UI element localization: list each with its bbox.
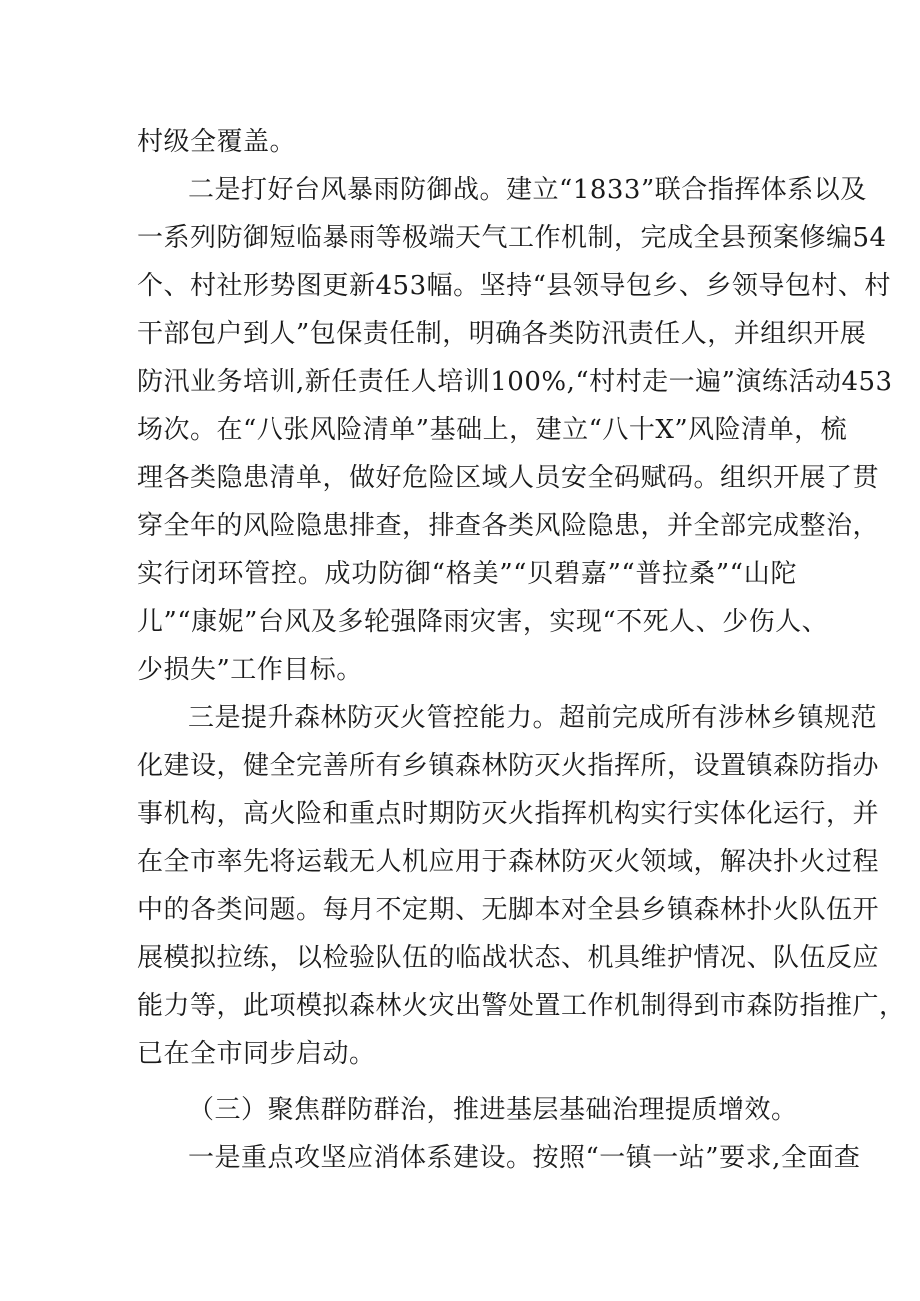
- section-heading: （三）聚焦群防群治，推进基层基础治理提质增效。: [188, 1095, 798, 1125]
- text-line-11: 儿”“康妮”台风及多轮强降雨灾害，实现“不死人、少伤人、: [137, 607, 829, 637]
- text-line-14: 化建设，健全完善所有乡镇森林防灭火指挥所，设置镇森防指办: [137, 751, 880, 781]
- text-line-8: 理各类隐患清单，做好危险区域人员安全码赋码。组织开展了贯: [137, 463, 880, 493]
- text-line-3: 一系列防御短临暴雨等极端天气工作机制，完成全县预案修编54: [137, 223, 887, 253]
- text-line-4: 个、村社形势图更新453幅。坚持“县领导包乡、乡领导包村、村: [137, 271, 891, 301]
- text-line-20: 已在全市同步启动。: [137, 1039, 376, 1069]
- text-line-15: 事机构，高火险和重点时期防灭火指挥机构实行实体化运行，并: [137, 799, 880, 829]
- text-line-18: 展模拟拉练，以检验队伍的临战状态、机具维护情况、队伍反应: [137, 943, 880, 973]
- text-line-17: 中的各类问题。每月不定期、无脚本对全县乡镇森林扑火队伍开: [137, 895, 880, 925]
- text-line-16: 在全市率先将运载无人机应用于森林防灭火领域，解决扑火过程: [137, 847, 880, 877]
- text-line-1: 村级全覆盖。: [137, 127, 297, 157]
- text-line-10: 实行闭环管控。成功防御“格美”“贝碧嘉”“普拉桑”“山陀: [137, 559, 797, 589]
- text-line-5: 干部包户到人”包保责任制，明确各类防汛责任人，并组织开展: [137, 319, 867, 349]
- text-line-2: 二是打好台风暴雨防御战。建立“1833”联合指挥体系以及: [188, 175, 867, 205]
- text-line-9: 穿全年的风险隐患排查，排查各类风险隐患，并全部完成整治，: [137, 511, 880, 541]
- text-line-7: 场次。在“八张风险清单”基础上，建立“八十X”风险清单，梳: [137, 415, 848, 445]
- text-line-13: 三是提升森林防灭火管控能力。超前完成所有涉林乡镇规范: [188, 703, 878, 733]
- text-line-19: 能力等，此项模拟森林火灾出警处置工作机制得到市森防指推广，: [137, 991, 906, 1021]
- text-line-12: 少损失”工作目标。: [137, 655, 363, 685]
- text-line-22: 一是重点攻坚应消体系建设。按照“一镇一站”要求,全面查: [188, 1143, 861, 1173]
- text-line-6: 防汛业务培训,新任责任人培训100%,“村村走一遍”演练活动453: [137, 367, 893, 397]
